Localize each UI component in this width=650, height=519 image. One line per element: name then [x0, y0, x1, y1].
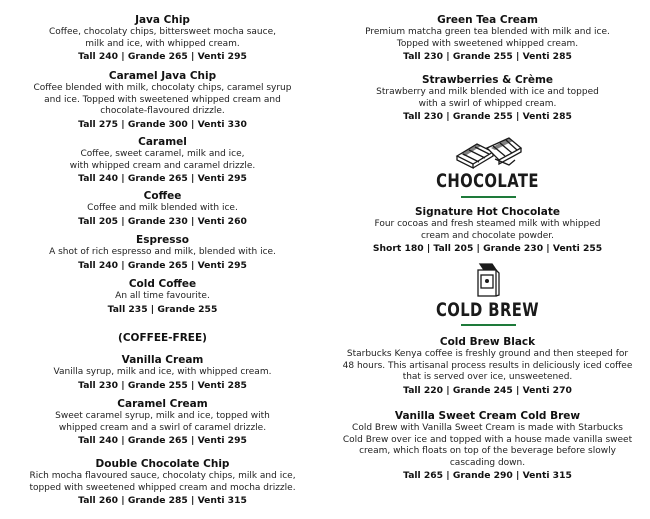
item-desc: Four cocoas and fresh steamed milk with whipped	[374, 219, 601, 229]
item-desc: milk and ice, with whipped cream.	[85, 38, 240, 49]
item-price: Tall 230 | Grande 255 | Venti 285	[403, 111, 572, 123]
item-price: Tall 260 | Grande 285 | Venti 315	[78, 495, 247, 507]
item-desc: Coffee, chocolaty chips, bittersweet mocha sauce,	[49, 27, 276, 37]
item-desc: cream, which floats on top of the beverage before slowly	[359, 446, 616, 457]
item-desc: Coffee blended with milk, chocolaty chips, caramel syrup	[33, 83, 292, 93]
item-desc: cream and chocolate powder.	[420, 230, 555, 241]
item-desc: Starbucks Kenya coffee is freshly ground and then steeped for	[346, 349, 629, 359]
item-desc: A shot of rich espresso and milk, blended with ice.	[49, 247, 276, 257]
item-name: Double Chocolate Chip	[95, 458, 230, 470]
item-desc: An all time favourite.	[115, 291, 210, 301]
section-underline	[461, 196, 516, 198]
item-price: Tall 240 | Grande 265 | Venti 295	[78, 51, 247, 63]
item-desc: Sweet caramel syrup, milk and ice, topped with	[55, 411, 270, 421]
item-price: Tall 230 | Grande 255 | Venti 285	[78, 379, 247, 391]
item-desc: Coffee, sweet caramel, milk and ice,	[80, 149, 245, 159]
menu-item-green-tea-cream	[325, 14, 650, 63]
item-name: Cold Coffee	[128, 278, 197, 290]
menu-item-espresso	[0, 234, 325, 272]
item-desc: with a swirl of whipped cream.	[418, 98, 557, 109]
menu-item-vanilla-cream	[0, 354, 325, 392]
item-desc: that is served over ice, unsweetened.	[402, 372, 573, 383]
menu-item-cold-coffee	[0, 278, 325, 316]
chocolate-bar-icon	[453, 134, 525, 170]
item-price: Tall 265 | Grande 290 | Venti 315	[403, 470, 572, 482]
coffee-free-heading: (COFFEE-FREE)	[118, 332, 207, 344]
item-desc: and ice. Topped with sweetened whipped cream and	[44, 94, 281, 105]
item-price: Tall 220 | Grande 245 | Venti 270	[403, 384, 572, 396]
item-price: Tall 275 | Grande 300 | Venti 330	[78, 118, 247, 130]
item-desc: Rich mocha flavoured sauce, chocolaty chips, milk and ice,	[29, 471, 296, 481]
section-underline	[461, 324, 516, 326]
menu-item-double-chocolate-chip	[0, 458, 325, 507]
item-name: Caramel	[138, 136, 187, 148]
item-desc: with whipped cream and caramel drizzle.	[69, 160, 256, 171]
menu-item-caramel	[0, 136, 325, 185]
item-price: Tall 240 | Grande 265 | Venti 295	[78, 173, 247, 185]
menu-item-caramel-java-chip	[0, 70, 325, 131]
item-name: Vanilla Sweet Cream Cold Brew	[394, 410, 581, 422]
menu-item-vanilla-sweet-cream-cold-brew	[325, 410, 650, 482]
item-desc: whipped cream and a swirl of caramel drizzle.	[58, 422, 267, 433]
item-price: Tall 205 | Grande 230 | Venti 260	[78, 215, 247, 227]
item-name: Strawberries & Crème	[421, 74, 554, 86]
item-name: Java Chip	[135, 14, 190, 26]
menu-item-cold-brew-black	[325, 336, 650, 397]
item-price: Tall 230 | Grande 255 | Venti 285	[403, 51, 572, 63]
menu-item-java-chip	[0, 14, 325, 63]
cold-brew-bottle-icon	[474, 262, 502, 298]
menu-item-signature-hot-chocolate	[325, 206, 650, 255]
item-name: Signature Hot Chocolate	[414, 206, 561, 218]
item-desc: Cold Brew with Vanilla Sweet Cream is made with Starbucks	[352, 423, 623, 433]
item-name: Caramel Cream	[117, 398, 208, 410]
item-desc: Topped with sweetened whipped cream.	[396, 38, 579, 49]
menu-item-coffee	[0, 190, 325, 228]
item-desc: Coffee and milk blended with ice.	[87, 203, 238, 213]
item-desc: 48 hours. This artisanal process results in deliciously iced coffee	[342, 360, 633, 371]
item-price: Tall 240 | Grande 265 | Venti 295	[78, 259, 247, 271]
item-name: Green Tea Cream	[437, 14, 538, 26]
section-title-cold-brew: COLD BREW	[435, 299, 540, 321]
item-price: Tall 240 | Grande 265 | Venti 295	[78, 435, 247, 447]
item-name: Coffee	[143, 190, 182, 202]
item-desc: Vanilla syrup, milk and ice, with whipped cream.	[53, 367, 272, 377]
menu-item-caramel-cream	[0, 398, 325, 447]
item-desc: chocolate-flavoured drizzle.	[100, 106, 225, 117]
item-name: Espresso	[136, 234, 189, 246]
item-desc: topped with sweetened whipped cream and mocha drizzle.	[29, 482, 296, 493]
item-desc: cascading down.	[449, 457, 526, 468]
item-price: Tall 235 | Grande 255	[107, 303, 218, 315]
menu-item-strawberries-creme	[325, 74, 650, 123]
item-name: Vanilla Cream	[121, 354, 204, 366]
item-desc: Strawberry and milk blended with ice and topped	[376, 87, 599, 97]
item-desc: Cold Brew over ice and topped with a house made vanilla sweet	[342, 434, 633, 445]
section-title-chocolate: CHOCOLATE	[436, 170, 539, 192]
item-name: Cold Brew Black	[439, 336, 536, 348]
item-desc: Premium matcha green tea blended with milk and ice.	[365, 27, 610, 37]
item-name: Caramel Java Chip	[108, 70, 217, 82]
item-price: Short 180 | Tall 205 | Grande 230 | Venti 255	[372, 243, 603, 255]
